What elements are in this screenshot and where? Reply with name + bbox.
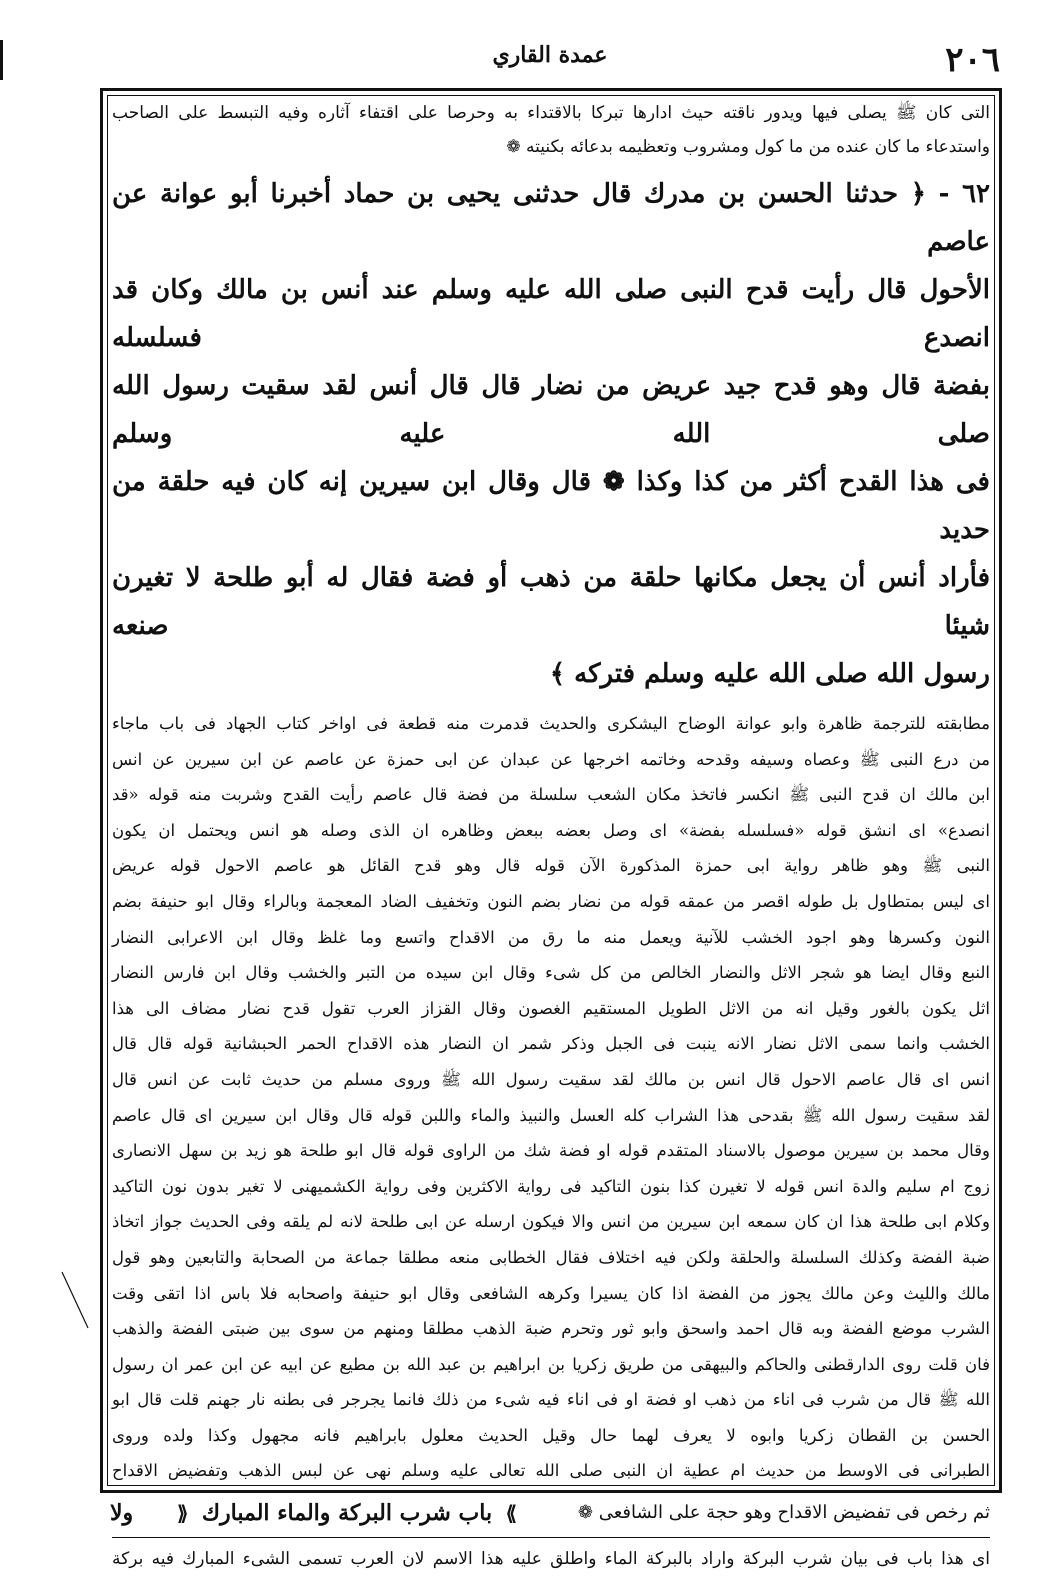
hadith-line: بفضة قال وهو قدح جيد عريض من نضار قال قال أنس لقد سقيت رسول الله صلى الله عليه وسلم: [112, 371, 990, 449]
commentary-line: النون وكسرها وهو اجود الخشب للآنية ويعمل منه ما رق من الاقداح واتسع وما غلظ وقال ابن الاعرابى النضار: [112, 927, 990, 947]
running-title: عمدة القاري: [492, 42, 608, 68]
hadith-line: الأحول قال رأيت قدح النبى صلى الله عليه وسلم عند أنس بن مالك وكان قد انصدع فسلسله: [112, 275, 990, 353]
commentary-line: زوج ام سليم والدة انس قوله لا تغيرن كذا بنون التاكيد فى رواية الاكثرين وفى رواية الكشميهنى لا تغير بدون نون التاكيد: [112, 1176, 990, 1196]
commentary-line: الخشب وانما سمى الاثل نضار الانه ينبت فى الجبل وذكر شمر ان النضار هذه الاقداح الحمر الحبشانية قوله قال قال: [112, 1034, 990, 1054]
commentary-line: وكلام ابى طلحة هذا ان كان سمعه ابن سيرين من انس والا فيكون ارسله عن ابى طلحة لانه لم يلقه وفى الحديث جواز اتخاذ: [112, 1212, 990, 1232]
chapter-title: باب شرب البركة والماء المبارك: [201, 1500, 493, 1527]
commentary-line: مطابقته للترجمة ظاهرة وابو عوانة الوضاح اليشكرى والحديث قدمرت منه قطعة فى اواخر كتاب الجهاد فى باب ماجاء: [112, 714, 990, 733]
commentary-line: الطبرانى فى الاوسط من حديث ام عطية ان النبى صلى الله تعالى عليه وسلم نهى عن لبس الذهب وتفضيض الاقداح: [112, 1461, 990, 1481]
pen-mark-icon: [60, 1270, 90, 1330]
text-line: واستدعاء ما كان عنده من ما كول ومشروب وتعظيمه بدعائه بكنيته ❁: [506, 137, 990, 157]
catchword: ولا: [110, 1500, 134, 1526]
closing-paragraph: [112, 1537, 990, 1576]
commentary-line: ضبة الفضة وكذلك السلسلة والحلقة ولكن فيه اختلاف فقال الخطابى منعه مطلقا جماعة من الصحابة والتابعين وهو قول: [112, 1247, 990, 1267]
ornament-icon: ⟪: [177, 1501, 189, 1526]
hadith-line: فى هذا القدح أكثر من كذا وكذا ❁ قال وقال ابن سيرين إنه كان فيه حلقة من حديد: [112, 467, 990, 545]
hadith-line: ٦٢ - ﴿ حدثنا الحسن بن مدرك قال حدثنى يحيى بن حماد أخبرنا أبو عوانة عن عاصم: [112, 179, 990, 257]
ornament-icon: ⟫: [505, 1501, 517, 1526]
page-body: [112, 96, 990, 1576]
commentary-line: الشرب موضع الفضة وبه قال احمد واسحق وابو ثور وتحرم ضبة الذهب مطلقا ومنهم من سوى بين ضبتى الفضة والذهب: [112, 1319, 990, 1339]
intro-paragraph: [112, 96, 990, 164]
hadith-line: رسول الله صلى الله عليه وسلم فتركه ﴾: [549, 659, 990, 689]
commentary-line: لقد سقيت رسول الله ﷺ بقدحى هذا الشراب كله العسل والنبيذ والماء واللبن قوله قال وقال ابن سيرين اى قال عاصم: [112, 1105, 990, 1125]
commentary-line: ابن مالك ان قدح النبى ﷺ انكسر فاتخذ مكان الشعب سلسلة من فضة قال عاصم رأيت القدح وشربت منه قوله «قد: [112, 785, 990, 805]
chapter-heading-row: [112, 1493, 990, 1533]
commentary-line: اى ليس بمتطاول بل طوله اقصر من عمقه قوله من نضار بضم النون وتخفيف الضاد المعجمة وبالراء وقال ابو حنيفة بضم: [112, 891, 990, 911]
text-line: اى هذا باب فى بيان شرب البركة واراد بالبركة الماء واطلق عليه هذا الاسم لان العرب تسمى الشىء المبارك فيه بركة: [112, 1549, 990, 1570]
margin-mark: [0, 40, 3, 80]
commentary-line: فان قلت روى الدارقطنى والحاكم والبيهقى من طريق زكريا بن ابراهيم بن عبد الله بن مطيع عن ابيه عن ابن عمر ان رسول: [112, 1354, 990, 1374]
commentary-line: من درع النبى ﷺ وعصاه وسيفه وقدحه وخاتمه اخرجها عن عبدان عن ابى حمزة عن عاصم عن ابن سيرين عن انس: [112, 749, 990, 769]
commentary-line: اثل يكون بالغور وقيل انه من الاثل الطويل المستقيم الغصون وقال القزاز العرب تقول قدح نضار مضاف الى هذا: [112, 998, 990, 1018]
hadith-text: [112, 170, 990, 698]
chapter-lead-text: ثم رخص فى تفضيض الاقداح وهو حجة على الشافعى ❁: [577, 1502, 990, 1524]
chapter-heading: [112, 1493, 582, 1533]
commentary-line: النبى ﷺ وهو ظاهر رواية ابى حمزة المذكورة الآن قوله قال وهو قدح القائل هو عاصم الاحول قوله عريض: [112, 856, 990, 876]
page-number: ٢٠٦: [945, 40, 1000, 80]
commentary-text: [112, 706, 990, 1489]
commentary-line: انس اى قال عاصم الاحول قال انس بن مالك لقد سقيت رسول الله ﷺ وروى مسلم من حديث ثابت عن انس قال: [112, 1069, 990, 1089]
commentary-line: النبع وقال ايضا هو شجر الاثل والنضار الخالص من كل شىء وقال ابن سيده من التبر والخشب وقال ابن فارس النضار: [112, 963, 990, 983]
text-line: التى كان ﷺ يصلى فيها ويدور ناقته حيث ادارها تبركا بالاقتداء به وحرصا على اقتفاء آثاره وفيه التبسط على الصاحب: [112, 103, 990, 123]
commentary-line: وقال محمد بن سيرين موصول بالاسناد المتقدم قوله او فضة شك من الراوى قوله قال ابو طلحة هو زيد بن سهل الانصارى: [112, 1141, 990, 1161]
commentary-line: الحسن بن القطان زكريا وابوه لا يعرف لهما حال وقيل الحديث معلول بابراهيم فانه مجهول وكذا ولده وروى: [112, 1425, 990, 1445]
commentary-line: مالك والليث وعن مالك يجوز من الفضة اذا كان يسيرا وكرهه الشافعى وقال ابو حنيفة واصحابه فلا باس اذا اتقى وقت: [112, 1283, 990, 1303]
page-header: [100, 30, 1000, 90]
hadith-line: فأراد أنس أن يجعل مكانها حلقة من ذهب أو فضة فقال له أبو طلحة لا تغيرن شيئا صنعه: [112, 563, 990, 641]
commentary-line: انصدع» اى انشق قوله «فسلسله بفضة» اى وصل بعضه ببعض وظاهره ان الذى وصله هو انس ويحتمل ان يكون: [112, 820, 990, 840]
commentary-line: الله ﷺ قال من شرب فى اناء من ذهب او فضة او فى اناء فيه شىء من ذلك فانما يجرجر فى بطنه نار جهنم قلت قال ابو: [112, 1390, 990, 1410]
